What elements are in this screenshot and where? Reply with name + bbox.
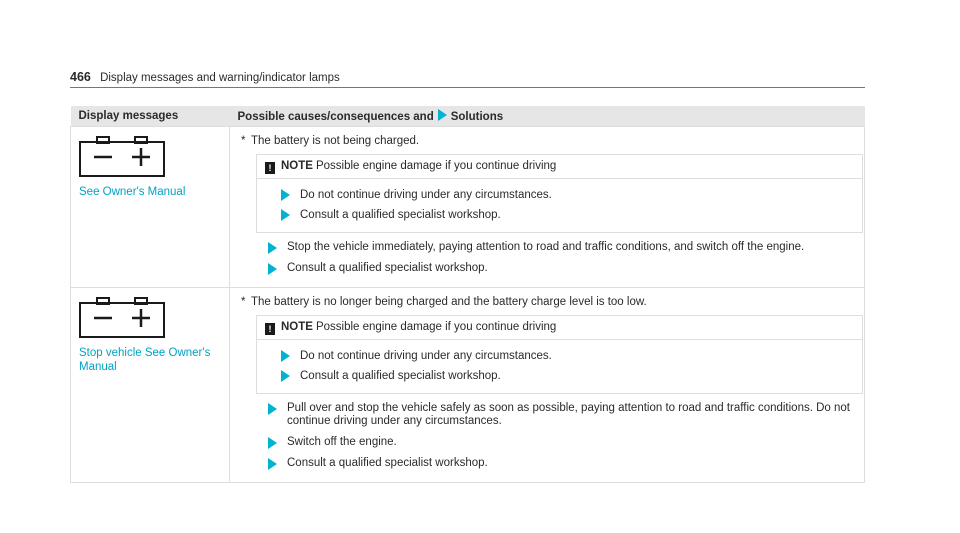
solution-step — [268, 457, 856, 470]
causes-solutions-cell — [230, 288, 865, 483]
column-header-display-messages: Display messages — [71, 106, 230, 127]
note-label: NOTE — [281, 321, 313, 333]
note-step — [281, 349, 854, 363]
solution-step — [268, 436, 856, 449]
note-body — [257, 340, 862, 393]
solution-text: Consult a qualified specialist workshop. — [287, 457, 488, 469]
note-step-text: Consult a qualified specialist workshop. — [300, 209, 501, 221]
message-link[interactable]: Stop vehicle See Owner's Manual — [79, 347, 211, 373]
solution-text: Stop the vehicle immediately, paying attention to road and traffic conditions, and switch off the engine. — [287, 241, 805, 253]
solution-text: Pull over and stop the vehicle safely as soon as possible, paying attention to road and traffic conditions. Do not continue driving under any circumstances. — [287, 402, 850, 427]
cause-text — [238, 295, 856, 309]
asterisk-icon: * — [241, 135, 246, 147]
column-header-causes-solutions — [230, 106, 865, 127]
message-cell — [71, 127, 230, 288]
note-body — [257, 179, 862, 232]
note-step — [281, 188, 854, 202]
cause-text — [238, 134, 856, 148]
note-box — [256, 154, 863, 233]
note-label: NOTE — [281, 160, 313, 172]
warning-icon: ! — [265, 162, 275, 174]
note-step — [281, 369, 854, 383]
note-header — [257, 155, 862, 179]
column-header-suffix: Solutions — [450, 111, 504, 123]
note-step — [281, 208, 854, 222]
note-header — [257, 316, 862, 340]
solution-arrow-icon — [438, 109, 447, 121]
solution-step — [268, 402, 856, 428]
message-cell — [71, 288, 230, 483]
table-header-row — [71, 106, 865, 127]
solution-text: Consult a qualified specialist workshop. — [287, 262, 488, 274]
note-text: Possible engine damage if you continue driving — [315, 160, 557, 172]
table-row — [71, 288, 865, 483]
step-arrow-icon — [268, 263, 277, 275]
cause-label: The battery is not being charged. — [251, 135, 420, 147]
page-header — [70, 70, 865, 88]
note-step-text: Consult a qualified specialist workshop. — [300, 370, 501, 382]
warning-icon: ! — [265, 323, 275, 335]
note-text: Possible engine damage if you continue driving — [315, 321, 557, 333]
note-step-text: Do not continue driving under any circumstances. — [300, 189, 552, 201]
battery-icon — [79, 135, 165, 177]
step-arrow-icon — [268, 403, 277, 415]
step-arrow-icon — [281, 209, 290, 221]
step-arrow-icon — [281, 189, 290, 201]
solution-step — [268, 262, 856, 275]
step-arrow-icon — [268, 458, 277, 470]
note-step-text: Do not continue driving under any circumstances. — [300, 350, 552, 362]
page-number: 466 — [70, 70, 91, 84]
step-arrow-icon — [268, 242, 277, 254]
table-row — [71, 127, 865, 288]
asterisk-icon: * — [241, 296, 246, 308]
battery-icon — [79, 296, 165, 338]
cause-label: The battery is no longer being charged and the battery charge level is too low. — [251, 296, 647, 308]
page-title: Display messages and warning/indicator lamps — [100, 72, 340, 84]
causes-solutions-cell — [230, 127, 865, 288]
message-link[interactable]: See Owner's Manual — [79, 186, 186, 198]
solution-text: Switch off the engine. — [287, 436, 397, 448]
step-arrow-icon — [268, 437, 277, 449]
display-messages-table — [70, 106, 865, 483]
step-arrow-icon — [281, 350, 290, 362]
column-header-prefix: Possible causes/consequences and — [237, 111, 434, 123]
step-arrow-icon — [281, 370, 290, 382]
solution-step — [268, 241, 856, 254]
note-box — [256, 315, 863, 394]
